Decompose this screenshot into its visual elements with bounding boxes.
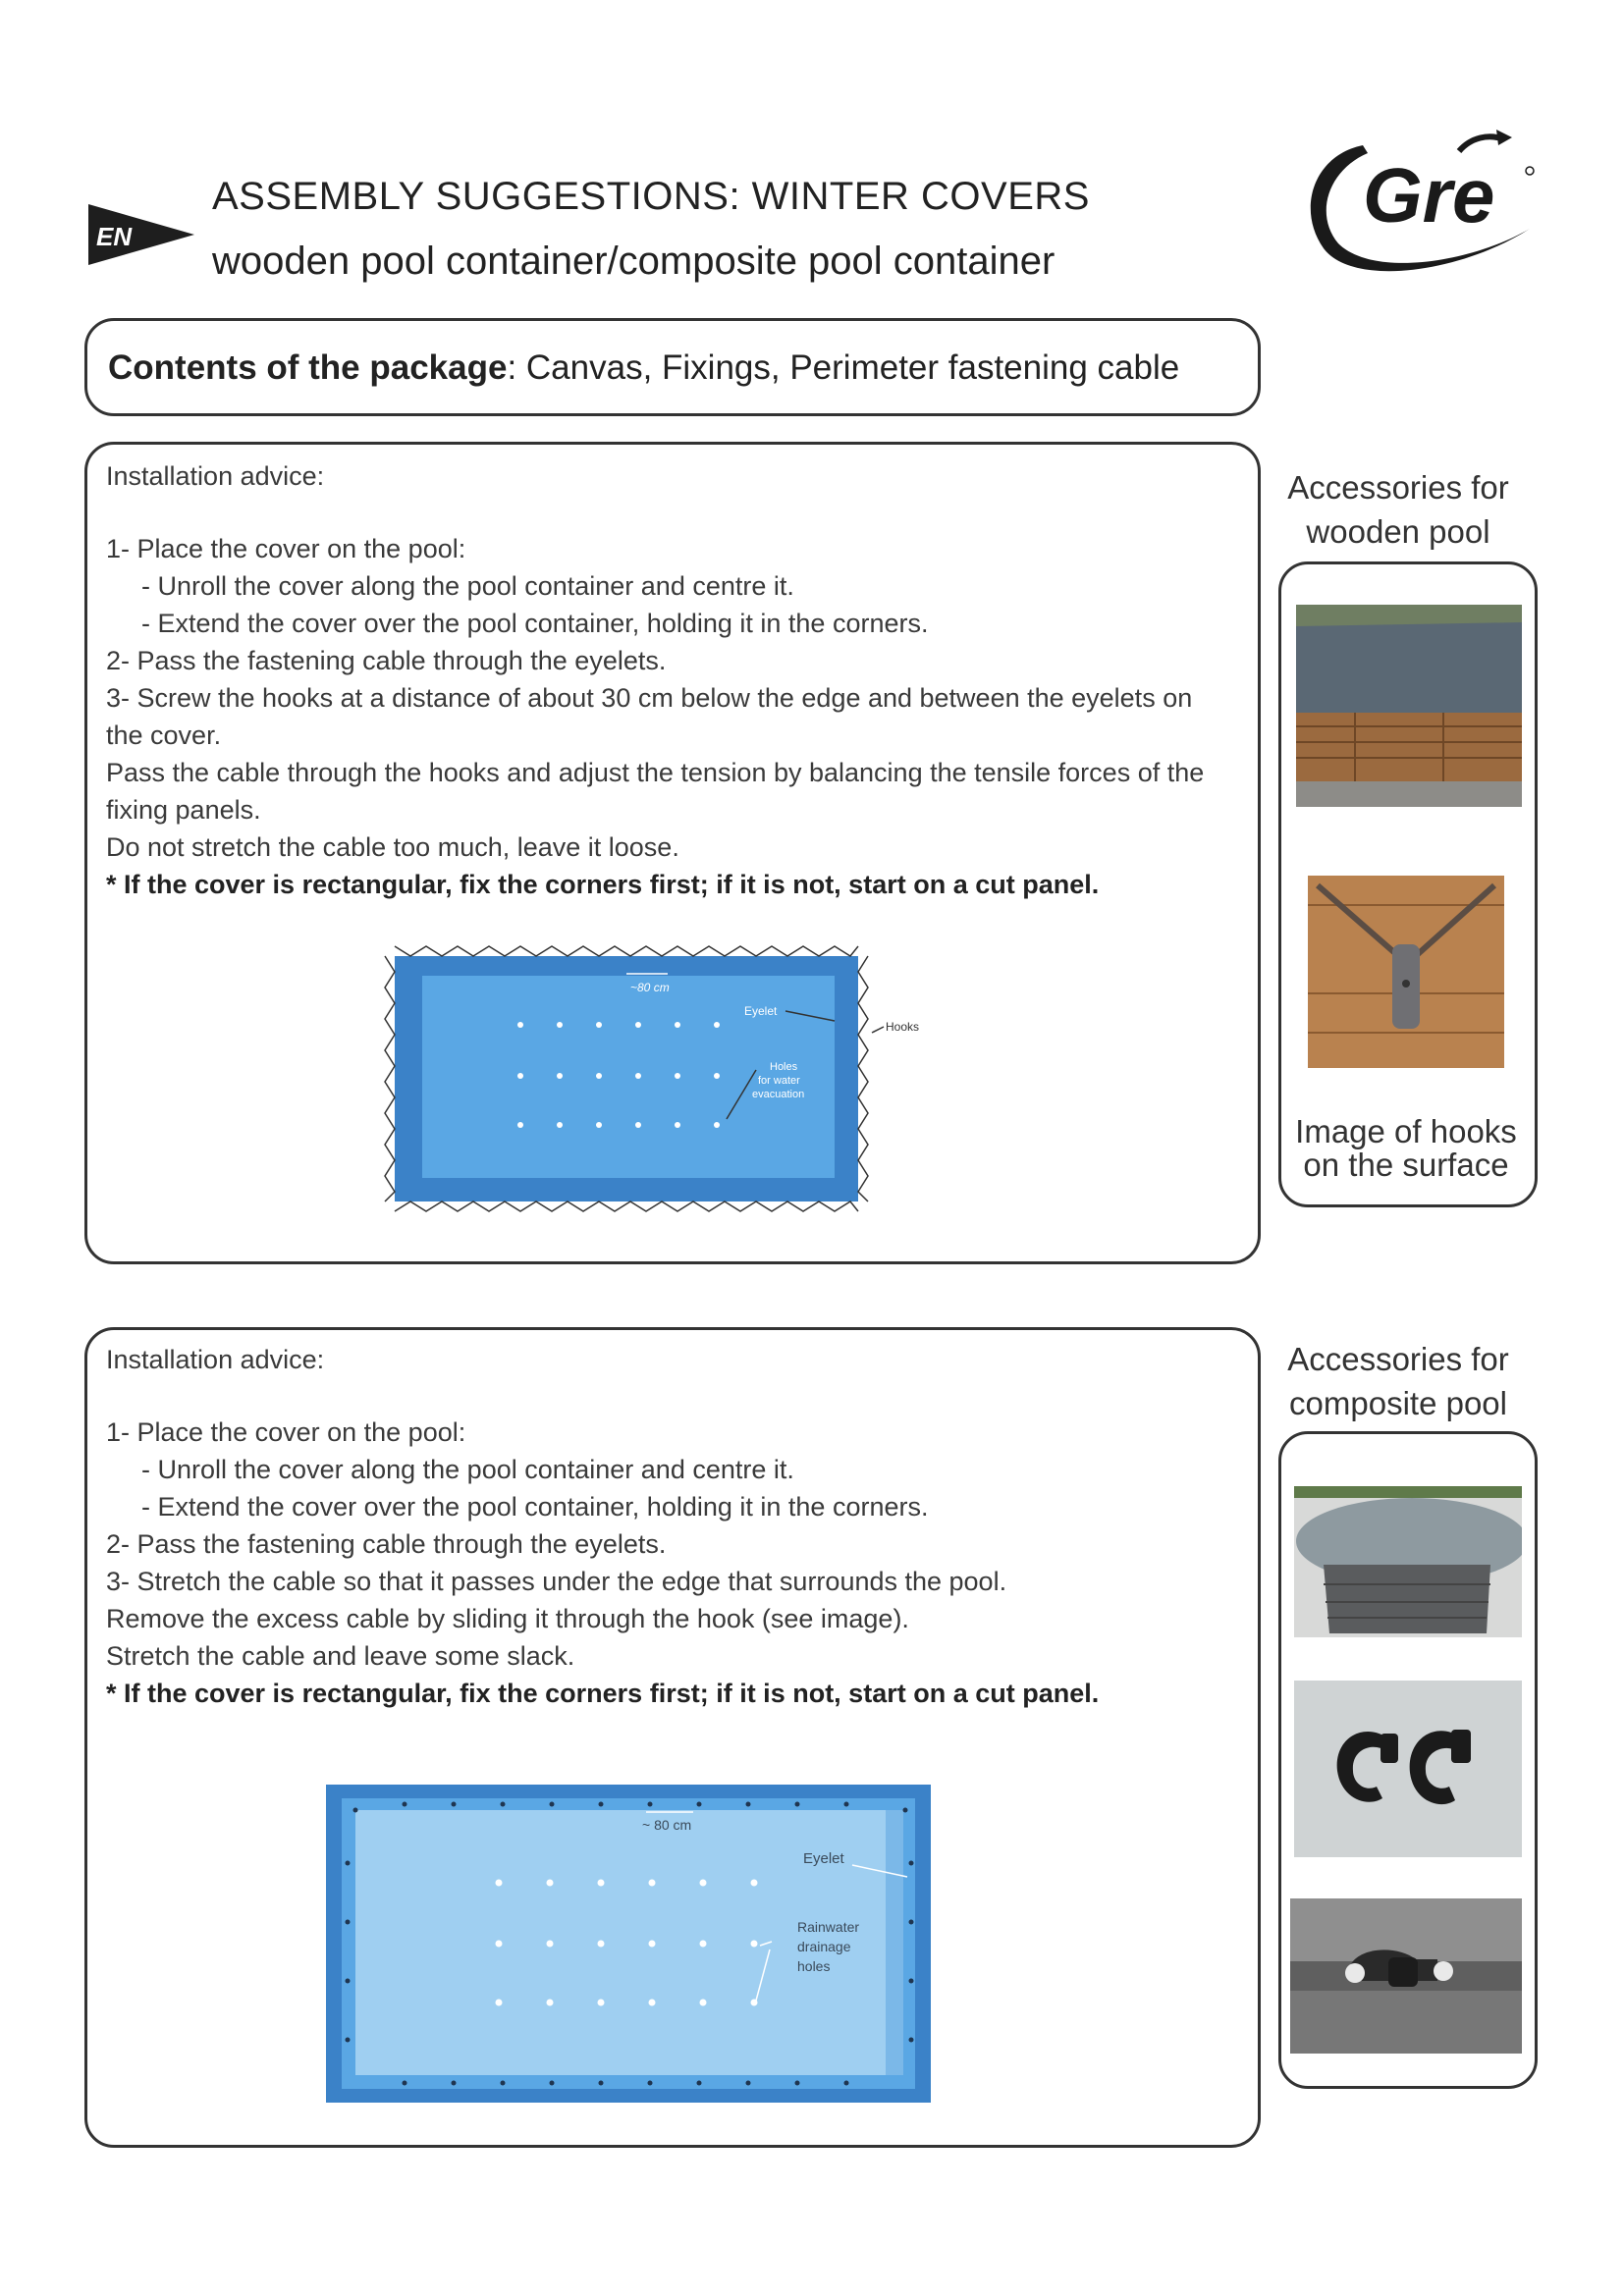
package-contents xyxy=(108,348,1179,388)
diagram-holes-label: Holes xyxy=(770,1061,798,1073)
brand-logo xyxy=(1294,116,1551,285)
composite-pool-cover-photo xyxy=(1294,1486,1522,1637)
advice-substep: - Extend the cover over the pool container, holding it in the corners. xyxy=(141,1492,929,1522)
accessories-title-line: Accessories for xyxy=(1287,1341,1509,1377)
advice-step: 3- Screw the hooks at a distance of about 30 cm below the edge and between the eyelets on the cover. xyxy=(106,683,1193,750)
diagram-holes-label: for water xyxy=(758,1075,800,1087)
advice-heading: Installation advice: xyxy=(106,461,325,491)
composite-hooks-photo xyxy=(1294,1681,1522,1857)
advice-step: 2- Pass the fastening cable through the eyelets. xyxy=(106,1529,667,1559)
advice-step: Remove the excess cable by sliding it through the hook (see image). xyxy=(106,1604,909,1633)
hooks-image-caption xyxy=(1278,1115,1534,1182)
diagram-distance-label: ~ 80 cm xyxy=(642,1817,692,1833)
advice-heading: Installation advice: xyxy=(106,1345,325,1374)
package-contents-label: Contents of the package xyxy=(108,348,508,387)
composite-advice-text xyxy=(106,1341,1099,1712)
wooden-pool-cover-photo xyxy=(1296,605,1522,807)
advice-step: 1- Place the cover on the pool: xyxy=(106,534,466,563)
diagram-distance-label: ~80 cm xyxy=(630,981,670,994)
advice-step: 2- Pass the fastening cable through the eyelets. xyxy=(106,646,667,675)
wooden-cover-diagram xyxy=(373,933,943,1227)
accessories-title-line: wooden pool xyxy=(1306,513,1490,550)
accessories-title-line: composite pool xyxy=(1289,1385,1507,1421)
page-subtitle: wooden pool container/composite pool container xyxy=(212,240,1056,283)
language-badge-text: EN xyxy=(96,222,133,251)
diagram-eyelet-label: Eyelet xyxy=(744,1004,778,1018)
caption-line: on the surface xyxy=(1303,1147,1509,1183)
diagram-hooks-label: Hooks xyxy=(886,1020,920,1034)
advice-substep: - Unroll the cover along the pool container and centre it. xyxy=(141,571,794,601)
language-badge xyxy=(84,200,198,269)
logo-text: Gre xyxy=(1363,152,1495,239)
diagram-eyelet-label: Eyelet xyxy=(803,1850,844,1867)
page-title: ASSEMBLY SUGGESTIONS: WINTER COVERS xyxy=(212,175,1090,218)
caption-line: Image of hooks xyxy=(1295,1113,1517,1149)
wooden-advice-text xyxy=(106,457,1216,903)
package-contents-items: : Canvas, Fixings, Perimeter fastening cable xyxy=(507,348,1180,387)
advice-note: * If the cover is rectangular, fix the corners first; if it is not, start on a cut panel. xyxy=(106,1679,1100,1708)
composite-hook-mounted-photo xyxy=(1290,1898,1522,2054)
advice-substep: - Unroll the cover along the pool container and centre it. xyxy=(141,1455,794,1484)
composite-cover-diagram xyxy=(326,1785,931,2103)
advice-substep: - Extend the cover over the pool container, holding it in the corners. xyxy=(141,609,929,638)
advice-step: 3- Stretch the cable so that it passes under the edge that surrounds the pool. xyxy=(106,1567,1007,1596)
advice-step: Stretch the cable and leave some slack. xyxy=(106,1641,575,1671)
advice-step: Pass the cable through the hooks and adjust the tension by balancing the tensile forces of the fixing panels. xyxy=(106,758,1205,825)
advice-note: * If the cover is rectangular, fix the corners first; if it is not, start on a cut panel. xyxy=(106,870,1100,899)
diagram-holes-label: drainage xyxy=(797,1939,851,1954)
wooden-hook-photo xyxy=(1308,876,1504,1068)
accessories-title-line: Accessories for xyxy=(1287,469,1509,506)
advice-step: 1- Place the cover on the pool: xyxy=(106,1417,466,1447)
diagram-holes-label: holes xyxy=(797,1958,831,1974)
diagram-holes-label: evacuation xyxy=(752,1089,805,1100)
advice-step: Do not stretch the cable too much, leave it loose. xyxy=(106,832,679,862)
wooden-accessories-title xyxy=(1271,465,1526,554)
composite-accessories-title xyxy=(1271,1337,1526,1425)
diagram-holes-label: Rainwater xyxy=(797,1919,860,1935)
